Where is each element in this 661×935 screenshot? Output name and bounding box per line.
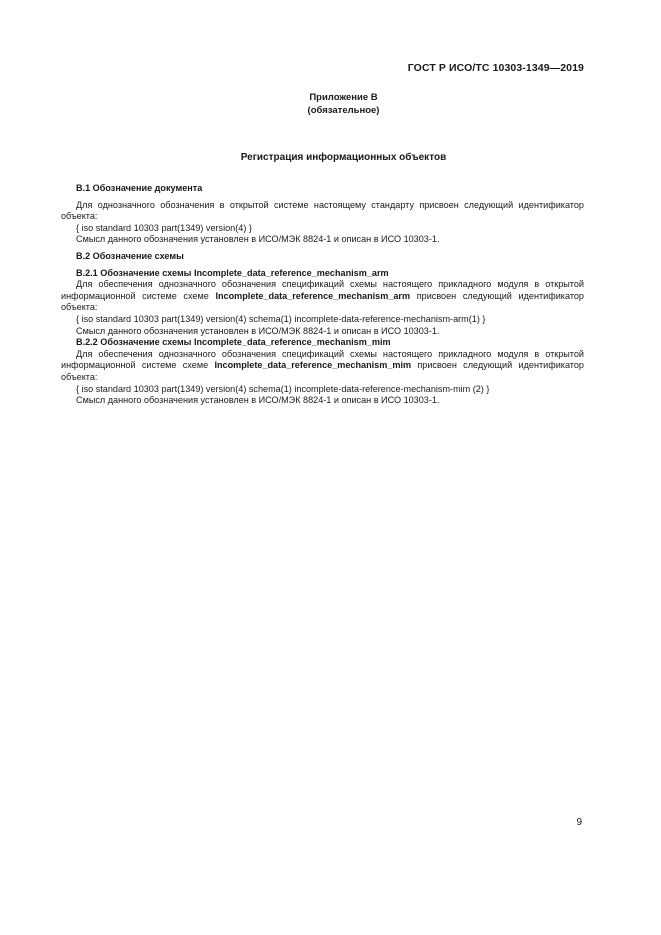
- b22-text-before: Для обеспечения однозначного обозначения спецификаций схемы настоящего прикладного модуля в открытой информационной системе схеме: [61, 348, 584, 371]
- b21-heading-prefix: В.2.1 Обозначение схемы: [76, 267, 194, 278]
- b21-text-name: Incomplete_data_reference_mechanism_arm: [215, 290, 411, 301]
- page-number: 9: [576, 817, 582, 828]
- b22-meaning: Смысл данного обозначения установлен в ИСО/МЭК 8824-1 и описан в ИСО 10303-1.: [76, 395, 440, 406]
- document-header: ГОСТ Р ИСО/ТС 10303-1349—2019: [407, 62, 584, 74]
- annex-title: Приложение B: [309, 92, 378, 103]
- b22-heading: [61, 337, 584, 349]
- b22-heading-prefix: В.2.2 Обозначение схемы: [76, 337, 194, 348]
- b21-meaning: Смысл данного обозначения установлен в ИСО/МЭК 8824-1 и описан в ИСО 10303-1.: [76, 325, 440, 336]
- b22-text: [61, 349, 584, 384]
- b22-heading-name: Incomplete_data_reference_mechanism_mim: [193, 337, 391, 348]
- b2-heading: В.2 Обозначение схемы: [76, 250, 184, 261]
- b21-code: { iso standard 10303 part(1349) version(4) schema(1) incomplete-data-reference-mechanism-arm(1) }: [76, 313, 486, 324]
- annex-heading: [0, 91, 661, 117]
- section-title: Регистрация информационных объектов: [240, 152, 447, 163]
- b22-text-name: Incomplete_data_reference_mechanism_mim: [214, 360, 412, 371]
- b22-text-after: присвоен следующий идентификатор объекта:: [61, 360, 584, 382]
- b21-heading-name: Incomplete_data_reference_mechanism_arm: [193, 267, 389, 278]
- b21-text-after: присвоен следующий идентификатор объекта:: [61, 290, 584, 313]
- document-body: [61, 183, 584, 407]
- b22-code: { iso standard 10303 part(1349) version(4) schema(1) incomplete-data-reference-mechanism-mim (2) }: [76, 383, 490, 394]
- b21-text: [61, 279, 584, 314]
- b1-text: Для однозначного обозначения в открытой системе настоящему стандарту присвоен следующий идентификатор объекта:: [61, 199, 584, 222]
- annex-status: (обязательное): [307, 105, 380, 116]
- b1-heading: В.1 Обозначение документа: [76, 183, 203, 193]
- b1-code: { iso standard 10303 part(1349) version(4) }: [76, 222, 252, 233]
- b21-heading: [61, 268, 584, 280]
- b1-meaning: Смысл данного обозначения установлен в ИСО/МЭК 8824-1 и описан в ИСО 10303-1.: [76, 234, 440, 245]
- b21-text-before: Для обеспечения однозначного обозначения спецификаций схемы настоящего прикладного модуля в открытой информационной системе схеме: [61, 279, 584, 301]
